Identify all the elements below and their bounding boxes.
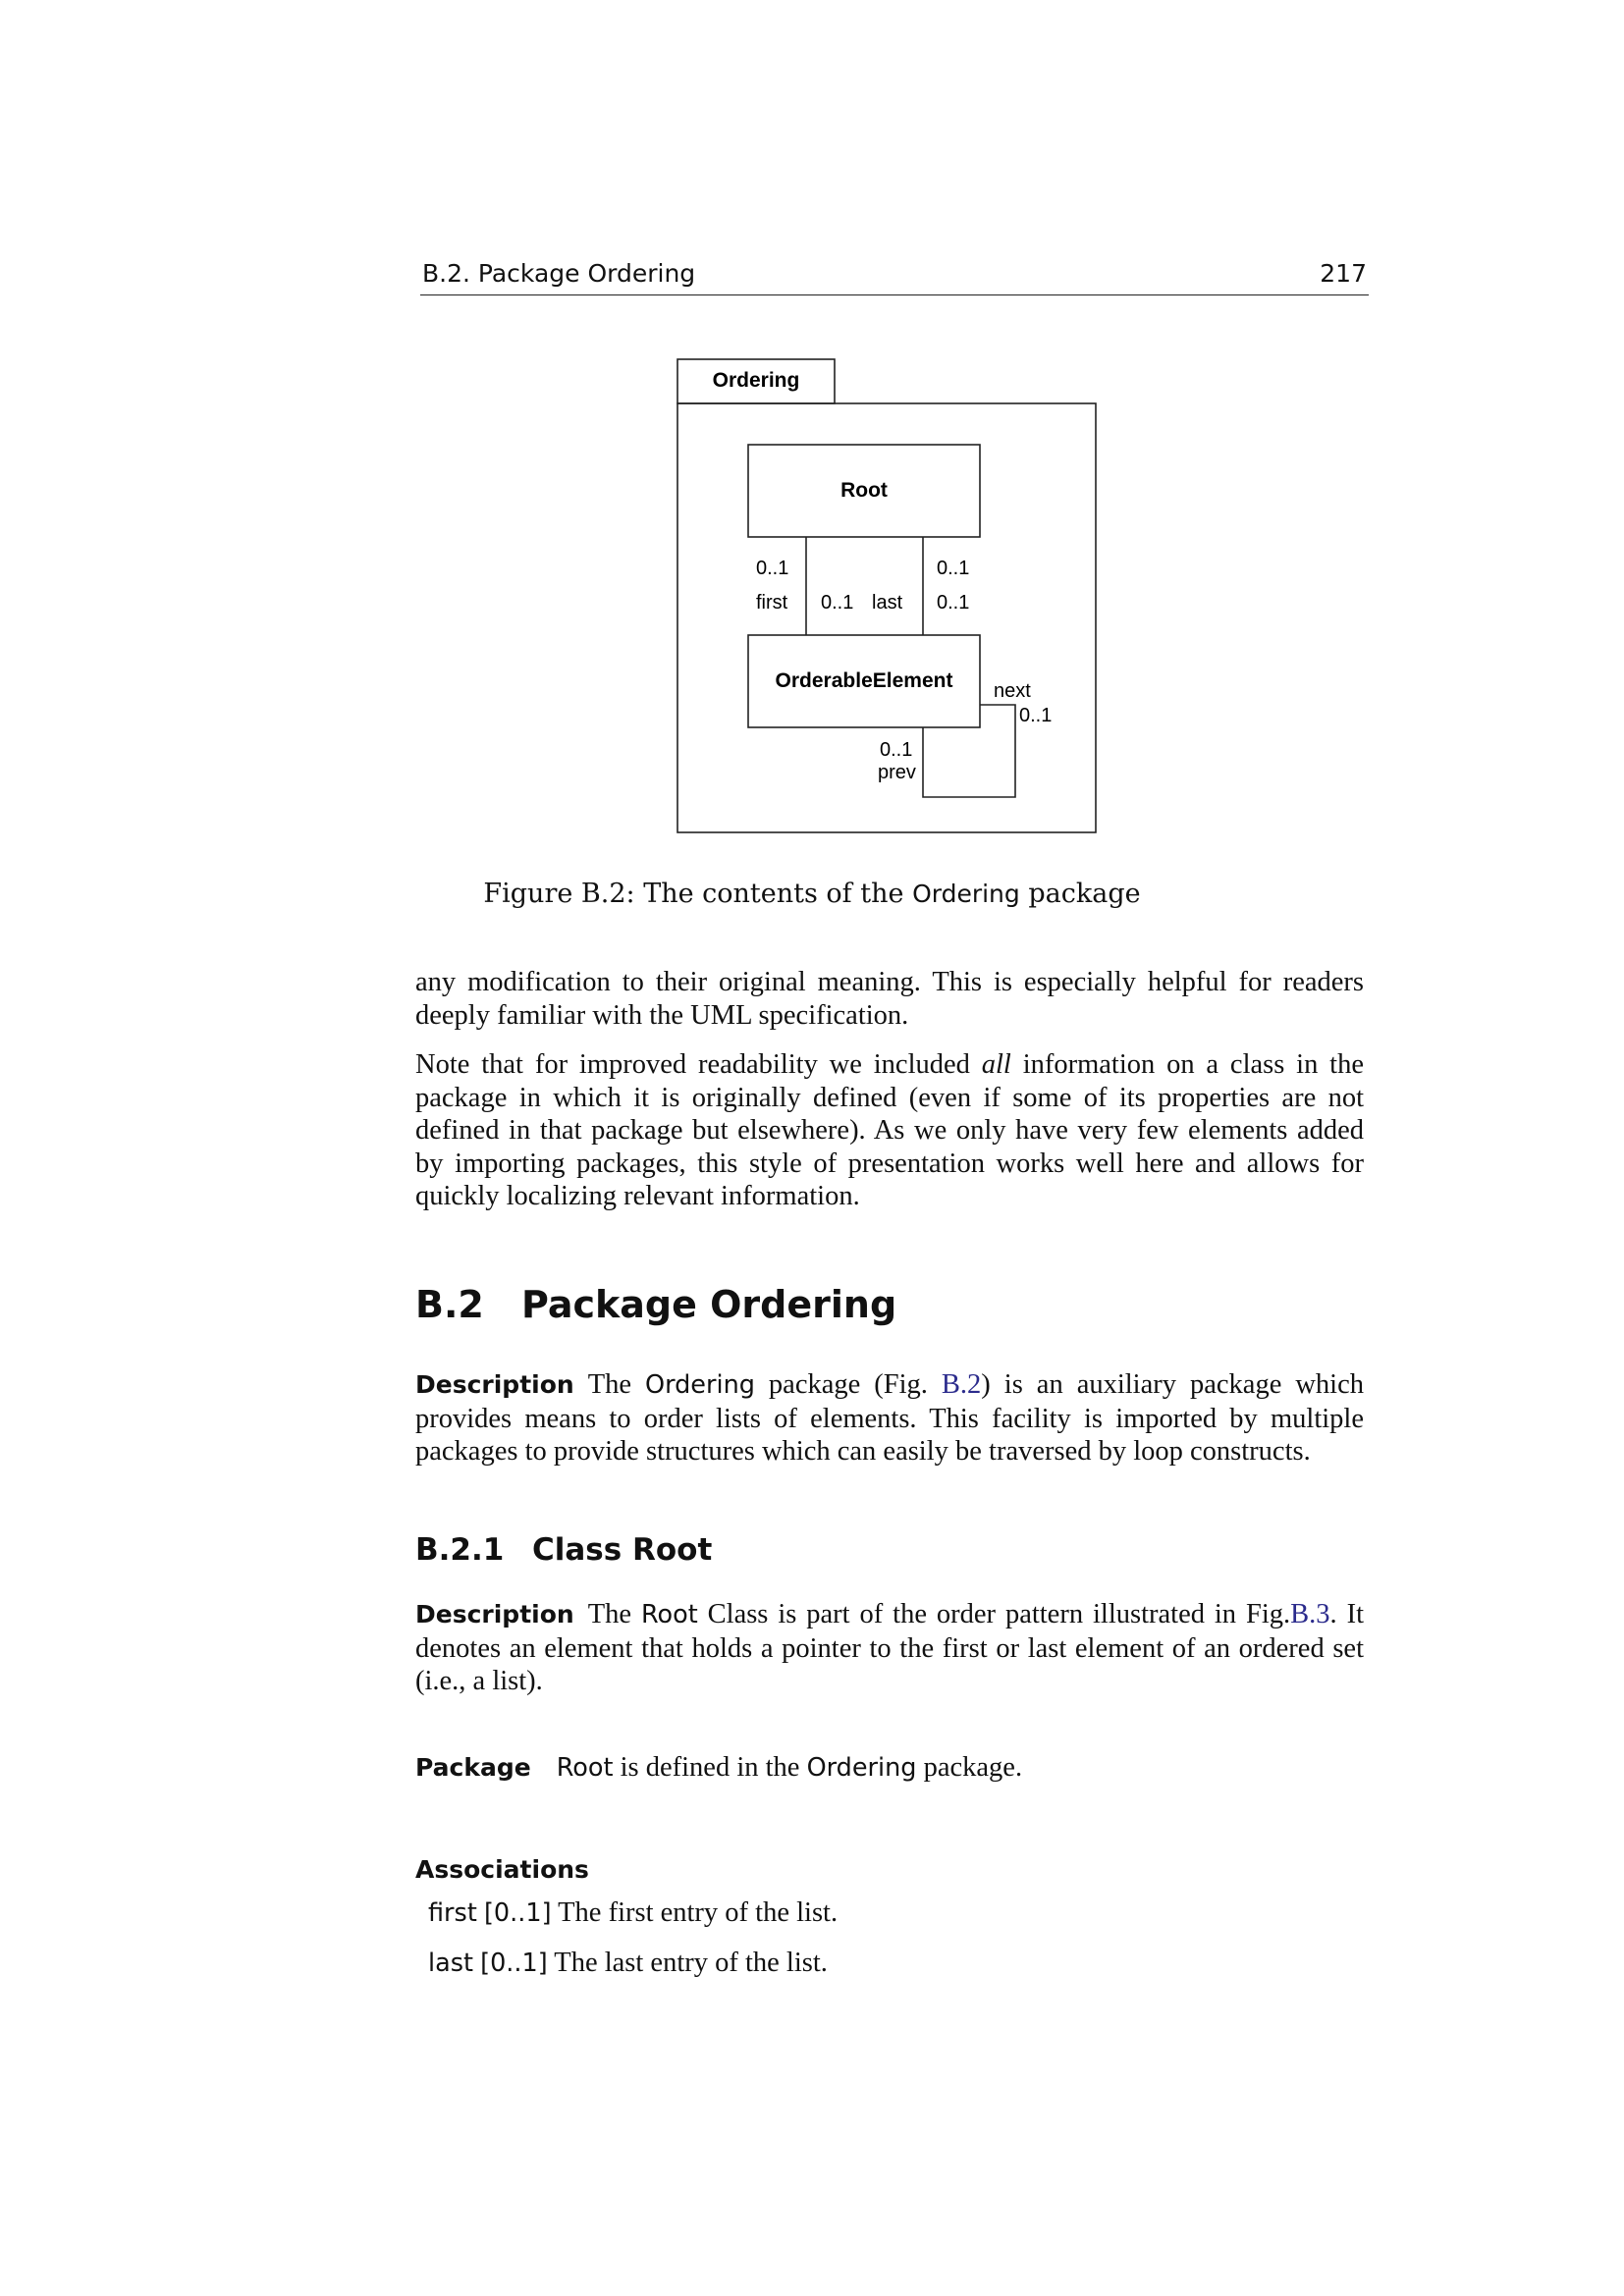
package-pkg-name: Ordering <box>806 1753 917 1783</box>
association-name: last <box>428 1949 473 1978</box>
intro-p2-a: Note that for improved readability we included <box>415 1049 982 1080</box>
subsection-desc-name: Root <box>640 1600 698 1629</box>
association-text: The first entry of the list. <box>551 1897 839 1928</box>
intro-p2-emphasis: all <box>981 1049 1011 1080</box>
label-left-elem-mult: 0..1 <box>821 592 854 614</box>
subsection-heading <box>415 1532 712 1568</box>
section-desc-name: Ordering <box>645 1370 755 1400</box>
section-desc-c: ) is an auxiliary package which provides means to order lists of elements. This facility is imported by multiple packages to provide structures which can easily be traversed by loop constructs. <box>415 1369 1364 1467</box>
caption-suffix: package <box>1019 879 1141 909</box>
association-mult: [0..1] <box>483 1898 552 1928</box>
subsection-description-label: Description <box>415 1600 574 1629</box>
package-class-name: Root <box>556 1753 614 1783</box>
association-text: The last entry of the list. <box>547 1948 828 1978</box>
uml-diagram <box>0 0 1624 883</box>
package-name: Ordering <box>712 369 800 392</box>
caption-package-name: Ordering <box>912 880 1020 908</box>
subsection-description <box>415 1598 1364 1698</box>
subsection-number: B.2.1 <box>415 1532 505 1568</box>
intro-p1-text: any modification to their original meaning. This is especially helpful for readers deeply familiar with the UML specification. <box>415 967 1364 1031</box>
section-desc-a: The <box>587 1369 646 1400</box>
association-name: first <box>428 1898 477 1928</box>
subsection-title: Class Root <box>532 1532 713 1568</box>
intro-paragraph-2 <box>415 1048 1364 1213</box>
figure-ref-link[interactable]: B.2 <box>941 1369 982 1400</box>
associations-heading: Associations <box>415 1855 589 1884</box>
association-item <box>428 1897 838 1929</box>
orderable-element-name: OrderableElement <box>775 669 953 692</box>
subsection-desc-c: . It denotes an element that holds a pointer to the first or last element of an ordered set (i.e., a list). <box>415 1599 1364 1696</box>
label-prev-role: prev <box>878 762 916 783</box>
package-text-b: package. <box>916 1752 1023 1783</box>
root-class-name: Root <box>840 479 888 502</box>
intro-p2-b: information on a class in the package in which it is originally defined (even if some of its properties are not defined in that package but elsewhere). As we only have very few elements added by importing packages, this style of presentation works well here and allows for quickly localizing relevant information. <box>415 1049 1365 1211</box>
header-title: B.2. Package Ordering <box>422 259 696 288</box>
package-line <box>415 1751 1364 1786</box>
label-right-role: last <box>872 592 903 614</box>
section-number: B.2 <box>415 1283 484 1326</box>
subsection-desc-b: Class is part of the order pattern illustrated in Fig. <box>697 1599 1291 1629</box>
section-desc-b: package (Fig. <box>754 1369 942 1400</box>
section-title: Package Ordering <box>521 1283 897 1326</box>
self-assoc-line <box>923 705 1015 797</box>
label-left-root-mult: 0..1 <box>756 558 789 579</box>
section-description <box>415 1368 1364 1468</box>
caption-prefix: Figure B.2: The contents of the <box>483 879 913 909</box>
section-description-label: Description <box>415 1370 574 1399</box>
label-next-role: next <box>994 680 1031 702</box>
association-mult: [0..1] <box>480 1949 548 1978</box>
figure-caption <box>0 879 1624 909</box>
intro-paragraph-1 <box>415 966 1364 1032</box>
label-right-root-mult: 0..1 <box>937 558 970 579</box>
package-text-a: is defined in the <box>613 1752 807 1783</box>
label-right-elem-mult: 0..1 <box>937 592 970 614</box>
page-number: 217 <box>1320 259 1367 288</box>
package-label: Package <box>415 1753 531 1782</box>
uml-figure <box>0 0 1624 883</box>
subsection-desc-a: The <box>587 1599 641 1629</box>
section-heading <box>415 1283 896 1326</box>
association-item <box>428 1948 828 1979</box>
figure-b3-ref-link[interactable]: B.3 <box>1290 1599 1330 1629</box>
label-prev-mult: 0..1 <box>880 739 913 761</box>
label-left-role: first <box>756 592 788 614</box>
label-next-mult: 0..1 <box>1019 705 1053 726</box>
